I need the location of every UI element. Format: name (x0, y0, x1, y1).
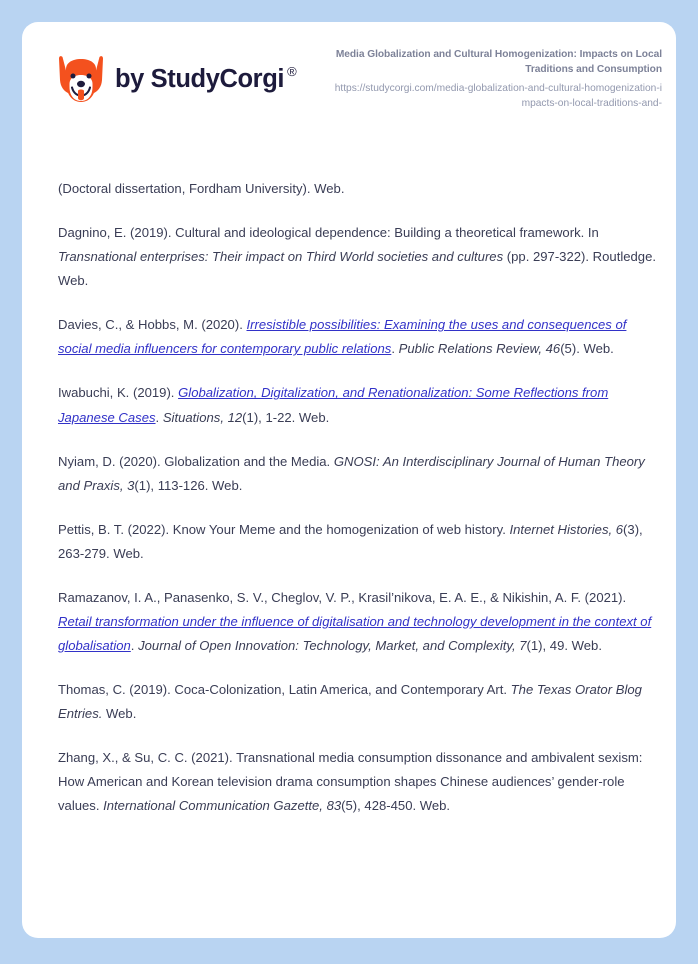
reference-link[interactable]: Irresistible possibilities: Examining the uses and consequences of social media influencers for contemporary public relations (58, 317, 627, 357)
reference-entry (58, 313, 656, 361)
reference-text: Zhang, X., & Su, C. C. (2021). Transnational media consumption dissonance and ambivalent sexism: How American and Korean television drama consumption shapes Chinese audiences’ gender-role values. (58, 750, 643, 814)
brand-block[interactable] (58, 54, 296, 106)
reference-text: (1), 49. Web. (526, 638, 602, 654)
brand-wordmark (115, 64, 297, 94)
reference-italic-text: Journal of Open Innovation: Technology, Market, and Complexity, 7 (138, 638, 527, 654)
document-title: Media Globalization and Cultural Homogenization: Impacts on Local Traditions and Consumption (335, 49, 662, 76)
reference-entry (58, 586, 656, 658)
reference-entry (58, 518, 656, 566)
document-source-url: https://studycorgi.com/media-globalization-and-cultural-homogenization-impacts-on-local-traditions-and- (334, 83, 662, 109)
reference-text: Davies, C., & Hobbs, M. (2020). (58, 317, 247, 333)
reference-text: (5), 428-450. Web. (341, 798, 451, 814)
reference-italic-text: Situations, 12 (162, 409, 243, 425)
reference-text: Web. (102, 706, 137, 722)
reference-text: Iwabuchi, K. (2019). (58, 385, 179, 401)
document-card (22, 22, 676, 938)
reference-italic-text: Public Relations Review, 46 (398, 341, 561, 357)
reference-text: Pettis, B. T. (2022). Know Your Meme and the homogenization of web history. (58, 521, 510, 537)
registered-trademark-icon: ® (287, 64, 297, 80)
reference-link[interactable]: Globalization, Digitalization, and Renationalization: Some Reflections from Japanese Cases (58, 385, 609, 425)
reference-entry (58, 177, 656, 201)
reference-text: (5). Web. (560, 341, 614, 357)
corgi-logo-icon (58, 54, 104, 106)
reference-entry (58, 746, 656, 818)
reference-italic-text: Internet Histories, 6 (509, 521, 624, 537)
reference-entry (58, 450, 656, 498)
reference-link[interactable]: Retail transformation under the influence of digitalisation and technology development in the context of globalisation (58, 614, 652, 654)
reference-text: (1), 1-22. Web. (242, 409, 330, 425)
reference-text: Nyiam, D. (2020). Globalization and the Media. (58, 453, 334, 469)
reference-italic-text: The Texas Orator Blog Entries. (58, 682, 642, 722)
reference-text: Ramazanov, I. A., Panasenko, S. V., Cheglov, V. P., Krasil’nikova, E. A. E., & Nikishin, A. F. (2021). (58, 589, 627, 605)
reference-text: (1), 113-126. Web. (134, 477, 243, 493)
reference-text: . (155, 409, 163, 425)
reference-italic-text: International Communication Gazette, 83 (103, 798, 342, 814)
reference-text: (pp. 297-322). Routledge. Web. (58, 249, 657, 289)
document-header (22, 22, 676, 138)
reference-text: Thomas, C. (2019). Coca-Colonization, Latin America, and Contemporary Art. (58, 682, 511, 698)
reference-text: (3), 263-279. Web. (58, 521, 643, 561)
reference-entry (58, 381, 656, 429)
reference-italic-text: GNOSI: An Interdisciplinary Journal of Human Theory and Praxis, 3 (58, 453, 645, 493)
reference-list (58, 177, 656, 819)
reference-italic-text: Transnational enterprises: Their impact on Third World societies and cultures (58, 249, 504, 265)
reference-text: . (130, 638, 139, 654)
reference-entry (58, 221, 656, 293)
reference-text: (Doctoral dissertation, Fordham University). Web. (58, 181, 345, 196)
reference-text: . (391, 341, 399, 357)
brand-name: by StudyCorgi (115, 65, 285, 94)
reference-entry (58, 678, 656, 726)
reference-text: Dagnino, E. (2019). Cultural and ideological dependence: Building a theoretical framework. In (58, 225, 599, 241)
document-meta (332, 48, 662, 111)
